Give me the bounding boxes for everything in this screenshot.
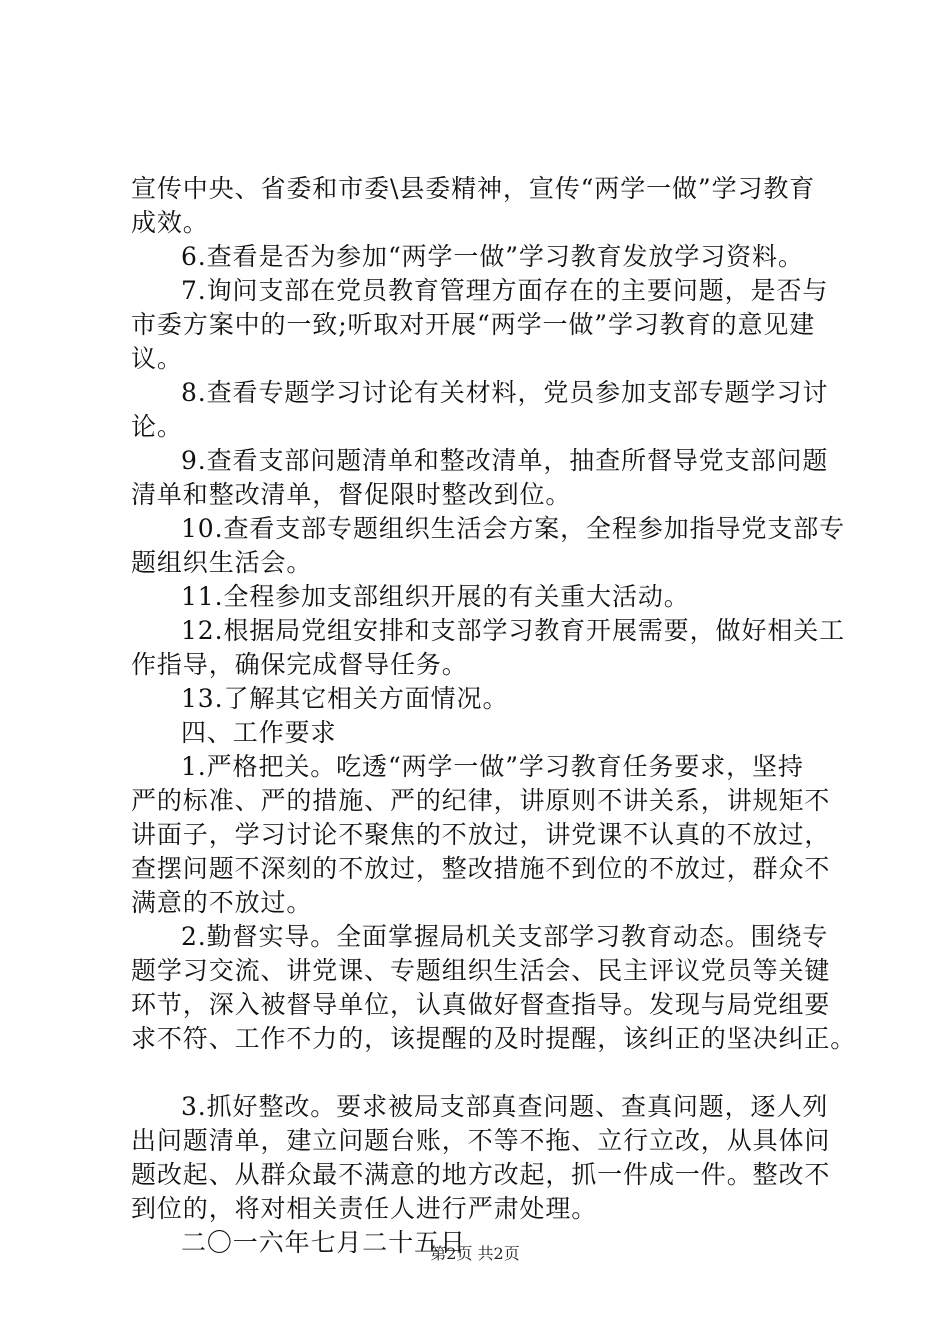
text-line: 宣传中央、省委和市委\县委精神，宣传“两学一做”学习教育 (131, 174, 816, 203)
text-line: 8.查看专题学习讨论有关材料，党员参加支部专题学习讨 (181, 378, 829, 407)
text-line: 9.查看支部问题清单和整改清单，抽查所督导党支部问题 (181, 446, 829, 475)
text-line: 到位的，将对相关责任人进行严肃处理。 (131, 1194, 598, 1223)
text-line: 11.全程参加支部组织开展的有关重大活动。 (181, 582, 690, 611)
text-line: 题学习交流、讲党课、专题组织生活会、民主评议党员等关键 (131, 956, 831, 985)
text-line: 2.勤督实导。全面掌握局机关支部学习教育动态。围绕专 (181, 922, 829, 951)
text-line: 6.查看是否为参加“两学一做”学习教育发放学习资料。 (181, 242, 804, 271)
text-line: 成效。 (131, 208, 209, 237)
page-number-footer: 第2页 共2页 (430, 1244, 520, 1263)
text-line: 作指导，确保完成督导任务。 (131, 650, 468, 679)
text-line: 13.了解其它相关方面情况。 (181, 684, 509, 713)
text-line: 题组织生活会。 (131, 548, 313, 577)
text-line: 3.抓好整改。要求被局支部真查问题、查真问题，逐人列 (181, 1092, 829, 1121)
text-line: 严的标准、严的措施、严的纪律，讲原则不讲关系，讲规矩不 (131, 786, 831, 815)
document-body (131, 172, 857, 1260)
text-line: 出问题清单，建立问题台账，不等不拖、立行立改，从具体问 (131, 1126, 831, 1155)
text-line: 讲面子，学习讨论不聚焦的不放过，讲党课不认真的不放过， (131, 820, 831, 849)
text-line: 议。 (131, 344, 183, 373)
text-line: 清单和整改清单，督促限时整改到位。 (131, 480, 572, 509)
text-line: 满意的不放过。 (131, 888, 313, 917)
text-line: 四、工作要求 (181, 718, 337, 747)
text-line: 环节，深入被督导单位，认真做好督查指导。发现与局党组要 (131, 990, 831, 1019)
text-line: 12.根据局党组安排和支部学习教育开展需要，做好相关工 (181, 616, 846, 645)
text-line: 论。 (131, 412, 183, 441)
text-line: 7.询问支部在党员教育管理方面存在的主要问题，是否与 (181, 276, 829, 305)
text-line: 查摆问题不深刻的不放过，整改措施不到位的不放过，群众不 (131, 854, 831, 883)
text-line: 1.严格把关。吃透“两学一做”学习教育任务要求，坚持 (181, 752, 804, 781)
text-line: 10.查看支部专题组织生活会方案，全程参加指导党支部专 (181, 514, 846, 543)
text-line: 求不符、工作不力的，该提醒的及时提醒，该纠正的坚决纠正。 (131, 1024, 857, 1053)
text-line: 题改起、从群众最不满意的地方改起，抓一件成一件。整改不 (131, 1160, 831, 1189)
paragraph-spacer (131, 1056, 831, 1090)
text-line: 二〇一六年七月二十五日 (181, 1228, 466, 1257)
text-line: 市委方案中的一致;听取对开展“两学一做”学习教育的意见建 (131, 310, 816, 339)
